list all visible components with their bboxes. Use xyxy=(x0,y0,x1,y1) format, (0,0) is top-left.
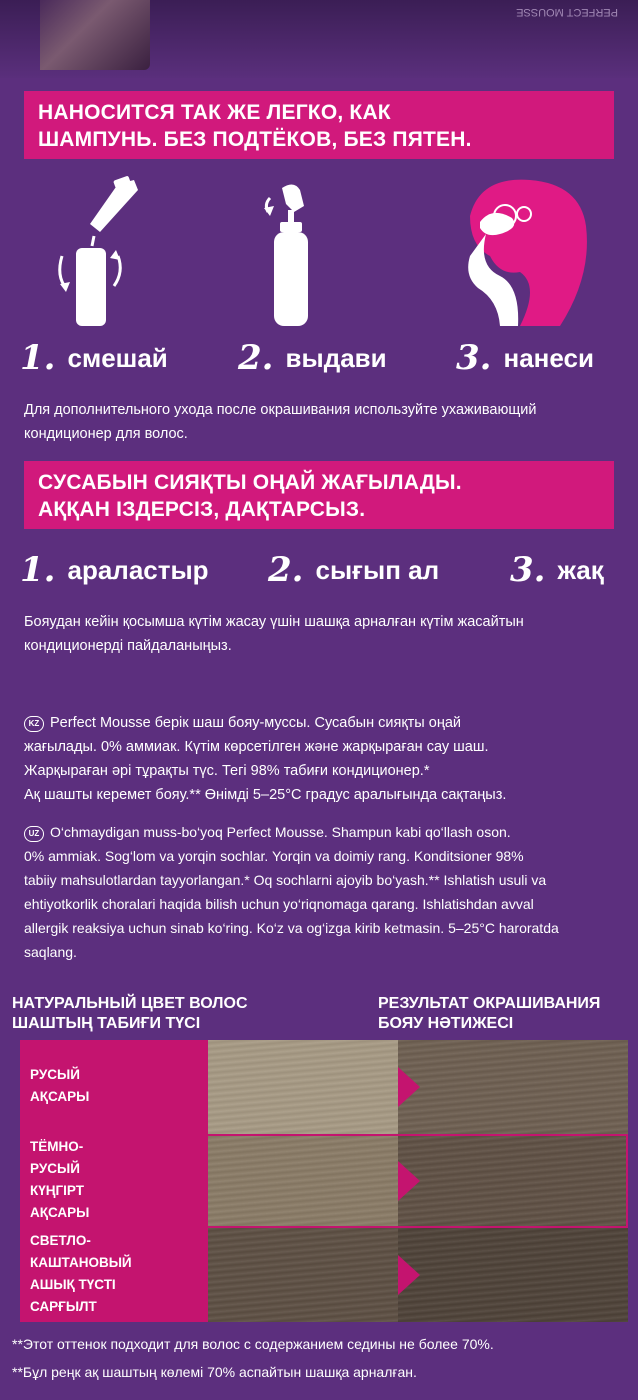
uz-line: saqlang. xyxy=(24,944,77,960)
shade-label-line: ТЁМНО- xyxy=(30,1139,84,1154)
shade-label-line: КҮҢГІРТ xyxy=(30,1183,84,1198)
ru-headline xyxy=(24,91,614,159)
mix-bottles-icon xyxy=(60,176,138,326)
kz-line: Perfect Mousse берік шаш бояу-муссы. Сусабын сияқты оңай xyxy=(50,715,461,731)
ru-headline-line2: ШАМПУНЬ. БЕЗ ПОДТЁКОВ, БЕЗ ПЯТЕН. xyxy=(38,128,472,151)
upside-down-text: PERFECT MOUSSE xyxy=(516,6,618,18)
step-number: 2. xyxy=(268,550,304,590)
ru-care-note xyxy=(24,398,620,446)
kz-care-note xyxy=(24,610,620,658)
footnotes xyxy=(12,1332,632,1384)
uz-line: 0% ammiak. Sog‘lom va yorqin sochlar. Yorqin va doimiy rang. Konditsioner 98% xyxy=(24,848,524,864)
result-color-header-line: РЕЗУЛЬТАТ ОКРАШИВАНИЯ xyxy=(378,995,601,1012)
natural-color-header xyxy=(12,994,248,1034)
step-number: 2. xyxy=(238,338,274,378)
shade-label-line: СВЕТЛО- xyxy=(30,1233,91,1248)
natural-color-header-line: ШАШТЫҢ ТАБИҒИ ТҮСІ xyxy=(12,1015,201,1032)
step-label: смешай xyxy=(67,342,168,373)
step-label: араластыр xyxy=(67,554,209,585)
shade-label-line: РУСЫЙ xyxy=(30,1161,80,1176)
model-photo-thumbnail xyxy=(40,0,150,70)
shade-label xyxy=(20,1228,208,1322)
step-number: 3. xyxy=(510,550,546,590)
natural-hair-swatch xyxy=(208,1228,398,1322)
kz-description xyxy=(24,711,620,807)
step-number: 3. xyxy=(456,338,492,378)
kz-headline-line2: АҚҚАН ІЗДЕРСІЗ, ДАҚТАРСЫЗ. xyxy=(38,498,366,521)
instruction-illustrations xyxy=(0,176,638,336)
arrow-right-icon xyxy=(398,1067,420,1107)
kz-headline xyxy=(24,461,614,529)
kz-care-note-line: Бояудан кейін қосымша күтім жасау үшін шашқа арналған күтім жасайтын xyxy=(24,614,524,630)
shade-label xyxy=(20,1040,208,1134)
result-color-header xyxy=(378,994,600,1034)
uz-line: O‘chmaydigan muss-bo‘yoq Perfect Mousse. Shampun kabi qo‘llash oson. xyxy=(50,824,511,840)
kz-step-3 xyxy=(510,550,604,590)
arrow-right-icon xyxy=(398,1255,420,1295)
footnote-ru: **Этот оттенок подходит для волос с содержанием седины не более 70%. xyxy=(12,1336,494,1352)
shade-row-2 xyxy=(20,1134,628,1228)
ru-steps xyxy=(0,338,638,382)
kz-step-2 xyxy=(268,550,439,590)
ru-care-note-line: Для дополнительного ухода после окрашивания используйте ухаживающий xyxy=(24,402,537,418)
shade-label-line: КАШТАНОВЫЙ xyxy=(30,1255,132,1270)
shade-row-3 xyxy=(20,1228,628,1322)
shade-label-line: РУСЫЙ xyxy=(30,1067,80,1082)
result-hair-swatch xyxy=(398,1228,628,1322)
pump-bottle-icon xyxy=(264,184,308,326)
result-color-header-line: БОЯУ НӘТИЖЕСІ xyxy=(378,1015,514,1032)
natural-hair-swatch xyxy=(208,1040,398,1134)
step-label: выдави xyxy=(285,342,387,373)
ru-headline-line1: НАНОСИТСЯ ТАК ЖЕ ЛЕГКО, КАК xyxy=(38,101,391,124)
kz-care-note-line: кондиционерді пайдаланыңыз. xyxy=(24,638,232,654)
kz-language-badge: KZ xyxy=(24,716,44,732)
uz-line: ehtiyotkorlik choralari haqida bilish uchun yo‘riqnomaga qarang. Ishlatishdan avval xyxy=(24,896,534,912)
uz-language-badge: UZ xyxy=(24,826,44,842)
step-label: жақ xyxy=(557,554,604,585)
kz-line: жағылады. 0% аммиак. Күтім көрсетілген және жарқыраған сау шаш. xyxy=(24,739,489,755)
result-hair-swatch xyxy=(398,1040,628,1134)
uz-description xyxy=(24,820,620,964)
kz-steps xyxy=(0,550,638,594)
top-box-flap xyxy=(0,0,638,78)
ru-step-2 xyxy=(238,338,387,378)
head-applying-icon xyxy=(468,180,587,326)
shade-row-highlight-frame xyxy=(20,1134,628,1228)
step-label: нанеси xyxy=(503,342,594,373)
shade-row-1 xyxy=(20,1040,628,1134)
shade-label-line: САРҒЫЛТ xyxy=(30,1299,97,1314)
uz-line: tabiiy mahsulotlardan tayyorlangan.* Oq sochlarni ajoyib bo‘yash.** Ishlatish usuli va xyxy=(24,872,547,888)
step-label: сығып ал xyxy=(315,554,440,585)
shade-label-line: АШЫҚ ТҮСТІ xyxy=(30,1277,116,1292)
kz-step-1 xyxy=(20,550,209,590)
ru-care-note-line: кондиционер для волос. xyxy=(24,426,188,442)
shade-label-line: АҚСАРЫ xyxy=(30,1205,90,1220)
kz-line: Ақ шашты керемет бояу.** Өнімді 5–25°C градус аралығында сақтаңыз. xyxy=(24,787,507,803)
shade-label-line: АҚСАРЫ xyxy=(30,1089,90,1104)
footnote-kz: **Бұл реңк ақ шаштың көлемі 70% аспайтын шашқа арналған. xyxy=(12,1364,417,1380)
natural-color-header-line: НАТУРАЛЬНЫЙ ЦВЕТ ВОЛОС xyxy=(12,995,248,1012)
step-number: 1. xyxy=(20,338,56,378)
ru-step-1 xyxy=(20,338,168,378)
kz-line: Жарқыраған әрі тұрақты түс. Тегі 98% табиғи кондиционер.* xyxy=(24,763,430,779)
kz-headline-line1: СУСАБЫН СИЯҚТЫ ОҢАЙ ЖАҒЫЛАДЫ. xyxy=(38,471,462,494)
uz-line: allergik reaksiya uchun sinab ko‘ring. Ko‘z va og‘izga kirib ketmasin. 5–25°C haroratda xyxy=(24,920,559,936)
ru-step-3 xyxy=(456,338,594,378)
step-number: 1. xyxy=(20,550,56,590)
